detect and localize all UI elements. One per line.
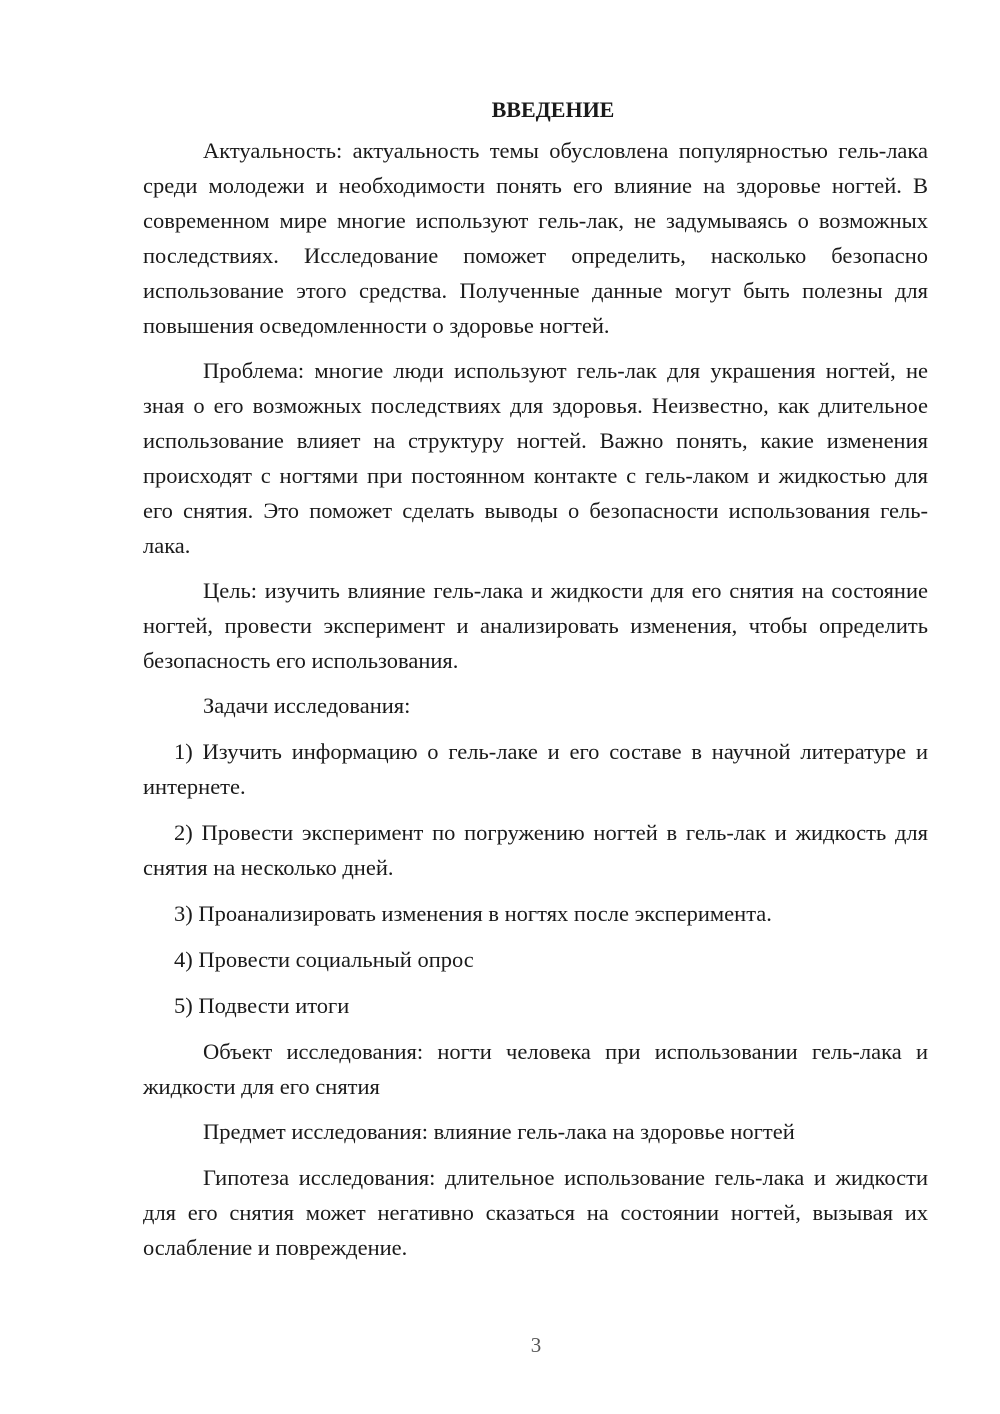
goal-paragraph: Цель: изучить влияние гель-лака и жидкости для его снятия на состояние ногтей, провести эксперимент и анализировать изменения, чтобы определить безопасность его использования. (143, 578, 928, 673)
object-paragraph: Объект исследования: ногти человека при использовании гель-лака и жидкости для его снятия (143, 1039, 928, 1099)
page-content (143, 92, 928, 1275)
tasks-title: Задачи исследования: (203, 693, 411, 718)
task-item: 3) Проанализировать изменения в ногтях после эксперимента. (174, 901, 772, 926)
hypothesis-paragraph: Гипотеза исследования: длительное использование гель-лака и жидкости для его снятия может негативно сказаться на состоянии ногтей, вызывая их ослабление и повреждение. (143, 1165, 928, 1260)
task-item: 1) Изучить информацию о гель-лаке и его составе в научной литературе и интернете. (143, 739, 928, 799)
task-item: 5) Подвести итоги (174, 993, 350, 1018)
task-item: 2) Провести эксперимент по погружению ногтей в гель-лак и жидкость для снятия на несколько дней. (143, 820, 928, 880)
relevance-paragraph: Актуальность: актуальность темы обусловлена популярностью гель-лака среди молодежи и необходимости понять его влияние на здоровье ногтей. В современном мире многие используют гель-лак, не задумываясь о возможных последствиях. Исследование поможет определить, насколько безопасно использование этого средства. Полученные данные могут быть полезны для повышения осведомленности о здоровье ногтей. (143, 138, 928, 338)
section-heading: ВВЕДЕНИЕ (491, 97, 615, 122)
task-item: 4) Провести социальный опрос (174, 947, 474, 972)
page-number: 3 (530, 1333, 542, 1357)
problem-paragraph: Проблема: многие люди используют гель-лак для украшения ногтей, не зная о его возможных последствиях для здоровья. Неизвестно, как длительное использование влияет на структуру ногтей. Важно понять, какие изменения происходят с ногтями при постоянном контакте с гель-лаком и жидкостью для его снятия. Это поможет сделать выводы о безопасности использования гель-лака. (143, 358, 928, 558)
subject-paragraph: Предмет исследования: влияние гель-лака на здоровье ногтей (203, 1119, 795, 1144)
